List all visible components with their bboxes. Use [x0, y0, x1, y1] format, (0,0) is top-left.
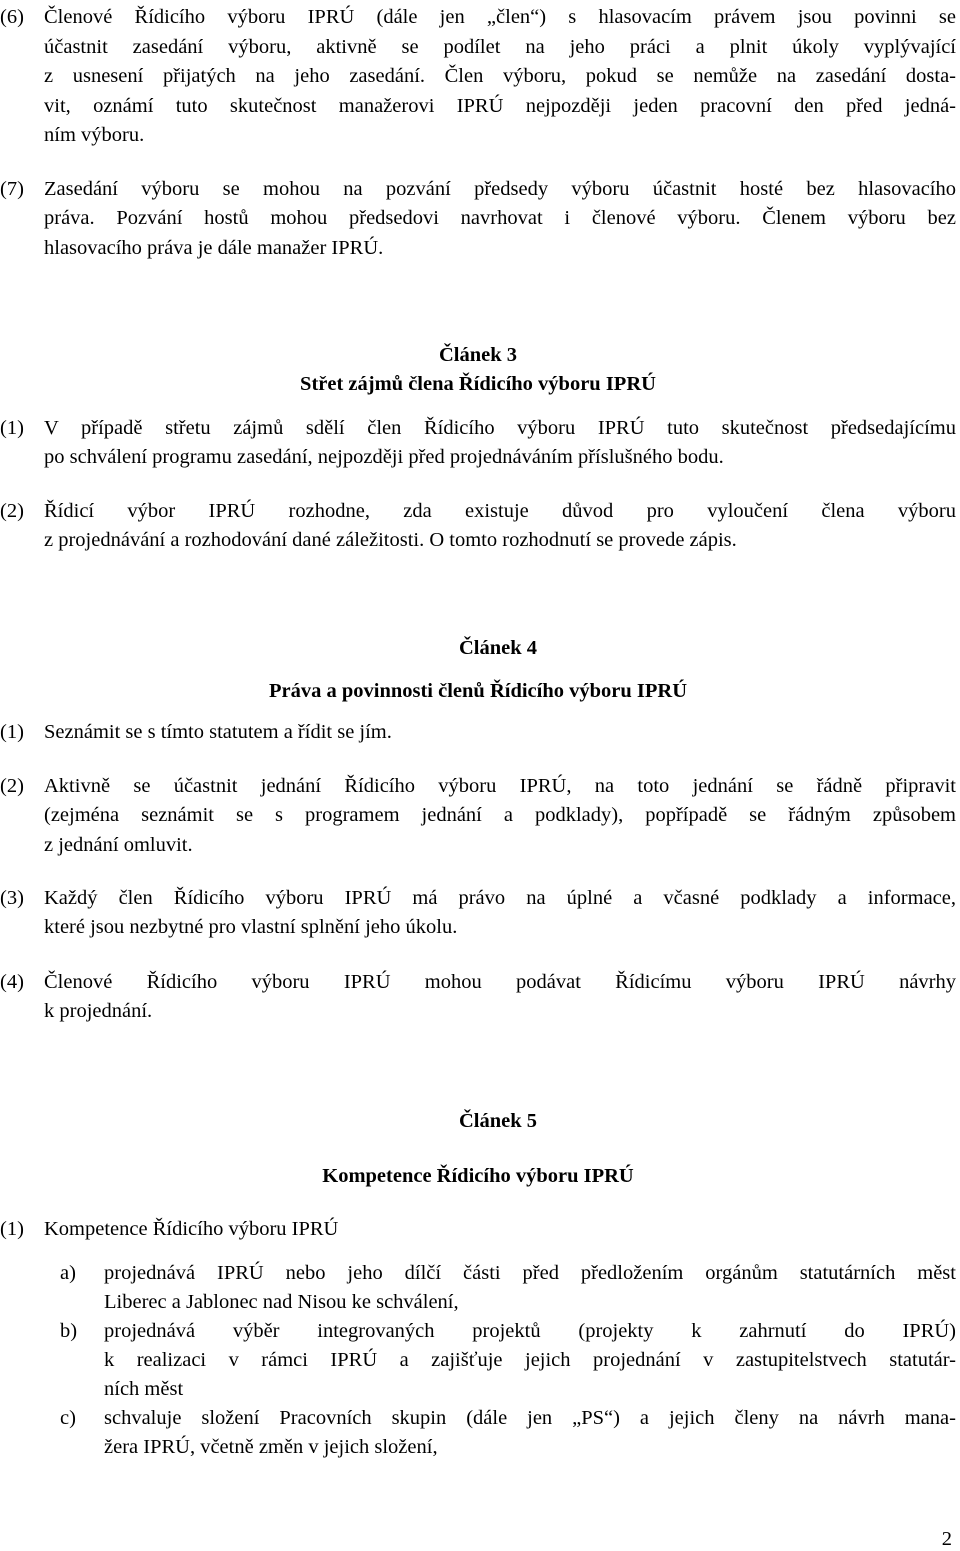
- paragraph-text-cont: [44, 443, 956, 473]
- text-line: práva. Pozvání hostů mohou předsedovi navrhovat i členové výboru. Členem výboru bez: [44, 207, 956, 229]
- text-line: hlasovacího práva je dále manažer IPRÚ.: [44, 236, 384, 259]
- text-line: které jsou nezbytné pro vlastní splnění jeho úkolu.: [44, 916, 458, 938]
- text-line: vit, oznámí tuto skutečnost manažerovi IPRÚ nejpozději jeden pracovní den před jedná-: [44, 94, 956, 117]
- text-line: Každý člen Řídicího výboru IPRÚ má právo na úplné a včasné podklady a informace,: [44, 887, 956, 909]
- text-line: Aktivně se účastnit jednání Řídicího výboru IPRÚ, na toto jednání se řádně připravit: [44, 775, 956, 797]
- paragraph-number: (6): [0, 6, 24, 28]
- text-line: ním výboru.: [44, 124, 145, 146]
- paragraph-text: [44, 3, 956, 151]
- text-line: žera IPRÚ, včetně změn v jejich složení,: [104, 1436, 438, 1458]
- item-label: a): [60, 1262, 76, 1284]
- paragraph-number: (3): [0, 887, 24, 909]
- text-line: Členové Řídicího výboru IPRÚ (dále jen „člen“) s hlasovacím právem jsou povinni se: [44, 6, 956, 28]
- paragraph-text-cont: [44, 997, 956, 1027]
- text-line: z usnesení přijatých na jeho zasedání. Člen výboru, pokud se nemůže na zasedání dosta-: [44, 65, 956, 87]
- text-line: Seznámit se s tímto statutem a řídit se jím.: [44, 721, 392, 743]
- text-line: z projednávání a rozhodování dané záležitosti. O tomto rozhodnutí se provede zápis.: [44, 529, 737, 551]
- item-label: c): [60, 1407, 76, 1429]
- text-line: účastnit zasedání výboru, aktivně se podílet na jeho práci a plnit úkoly vyplývající: [44, 35, 956, 58]
- paragraph-text-cont: [44, 526, 956, 556]
- paragraph-text: [44, 497, 956, 527]
- item-text: [104, 1317, 956, 1404]
- text-line: (zejména seznámit se s programem jednání a podklady), popřípadě se řádným způsobem: [44, 804, 956, 826]
- text-line: po schválení programu zasedání, nejpozději před projednáváním příslušného bodu.: [44, 446, 724, 468]
- paragraph-text: [0, 175, 956, 205]
- article-3-subtitle: Střet zájmů člena Řídicího výboru IPRÚ: [300, 373, 656, 395]
- item-text: [104, 1259, 956, 1317]
- text-line: schvaluje složení Pracovních skupin (dále jen „PS“) a jejich členy na návrh mana-: [104, 1407, 956, 1429]
- text-line: Zasedání výboru se mohou na pozvání předsedy výboru účastnit hosté bez hlasovacího: [44, 178, 956, 200]
- paragraph-text: [44, 414, 956, 444]
- text-line: V případě střetu zájmů sdělí člen Řídicího výboru IPRÚ tuto skutečnost předsedajícímu: [44, 417, 956, 439]
- paragraph-text-cont: [44, 204, 956, 263]
- paragraph-number: (4): [0, 971, 24, 993]
- paragraph-text: [44, 968, 956, 998]
- item-label: b): [60, 1320, 78, 1342]
- text-line: k projednání.: [44, 1000, 153, 1022]
- paragraph-number: (1): [0, 417, 24, 439]
- paragraph-number: (1): [0, 1218, 24, 1240]
- paragraph-number: (7): [0, 178, 24, 200]
- text-line: z jednání omluvit.: [44, 833, 193, 856]
- text-line: Řídicí výbor IPRÚ rozhodne, zda existuje důvod pro vyloučení člena výboru: [44, 500, 956, 522]
- article-5-title: Článek 5: [458, 1110, 538, 1132]
- paragraph-text: [44, 772, 956, 802]
- item-text: [104, 1404, 956, 1462]
- paragraph-number: (2): [0, 775, 24, 797]
- article-4-title: Článek 4: [458, 637, 538, 659]
- paragraph-text: [44, 884, 956, 914]
- text-line: projednává IPRÚ nebo jeho dílčí části před předložením orgánům statutárních měst: [104, 1262, 956, 1284]
- article-4-subtitle: Práva a povinnosti členů Řídicího výboru IPRÚ: [268, 680, 688, 702]
- paragraph-number: (2): [0, 500, 24, 522]
- article-5-subtitle: Kompetence Řídicího výboru IPRÚ: [322, 1165, 634, 1187]
- article-3-title: Článek 3: [438, 344, 518, 366]
- text-line: Kompetence Řídicího výboru IPRÚ: [44, 1218, 339, 1240]
- text-line: Liberec a Jablonec nad Nisou ke schválení,: [104, 1291, 459, 1313]
- paragraph-text: [44, 718, 956, 748]
- text-line: k realizaci v rámci IPRÚ a zajišťuje jejich projednání v zastupitelstvech statutár-: [104, 1349, 956, 1371]
- text-line: Členové Řídicího výboru IPRÚ mohou podávat Řídicímu výboru IPRÚ návrhy: [44, 971, 956, 993]
- text-line: ních měst: [104, 1378, 184, 1400]
- page-number: 2: [941, 1528, 952, 1550]
- paragraph-number: (1): [0, 721, 24, 743]
- paragraph-text-cont: [44, 913, 956, 943]
- paragraph-text-cont: [44, 801, 956, 860]
- paragraph-text: [44, 1215, 956, 1245]
- text-line: projednává výběr integrovaných projektů (projekty k zahrnutí do IPRÚ): [104, 1320, 956, 1342]
